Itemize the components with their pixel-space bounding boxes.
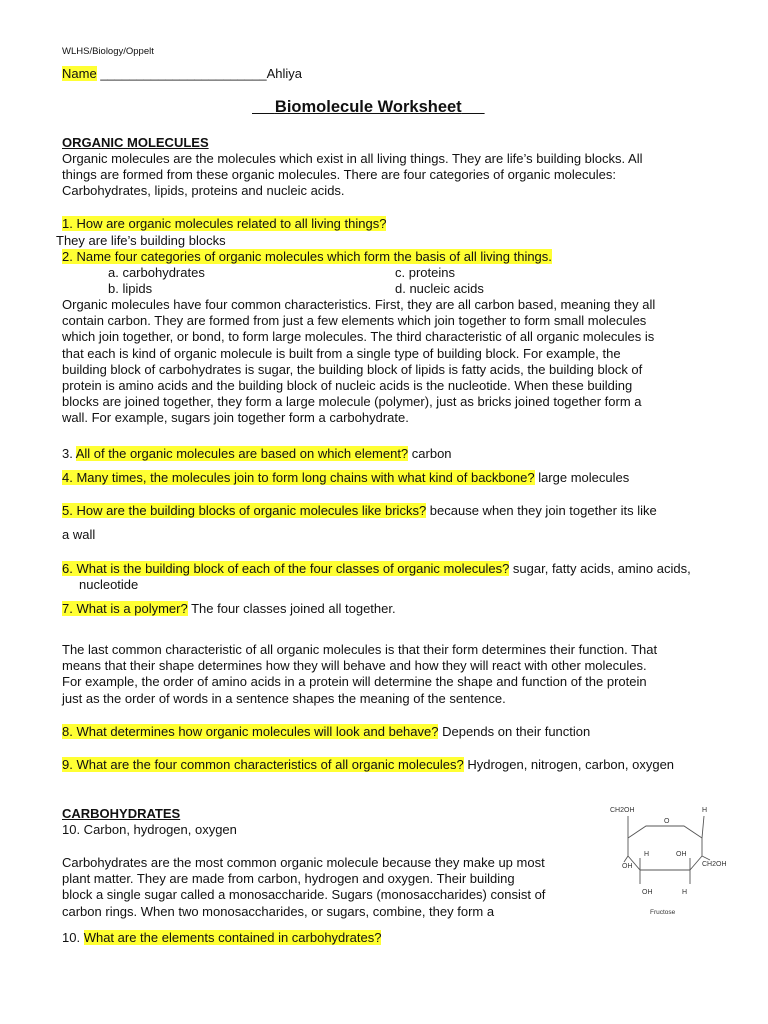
paragraph-line: Carbohydrates, lipids, proteins and nucleic acids.	[62, 183, 345, 199]
ch2oh-right-label: CH2OH	[702, 861, 727, 868]
question-3	[62, 446, 452, 462]
name-value: Ahliya	[266, 66, 303, 81]
fructose-caption: Fructose	[650, 909, 676, 916]
question-1	[62, 216, 386, 232]
paragraph-line: protein is amino acids and the building block of nucleic acids is the nucleotide. When these building	[62, 378, 633, 394]
name-row	[62, 66, 302, 82]
question-5-text: 5. How are the building blocks of organic molecules like bricks?	[62, 503, 427, 518]
answer-5: because when they join together its like	[426, 503, 657, 518]
answer-4: large molecules	[534, 470, 630, 485]
question-4	[62, 470, 629, 486]
organic-intro	[62, 151, 742, 200]
paragraph-line: means that their shape determines how they will behave and how they will react with other molecules.	[62, 658, 647, 674]
category-d: d. nucleic acids	[395, 281, 484, 296]
oh-right-label: OH	[676, 851, 687, 858]
h-left-label: H	[644, 851, 650, 858]
answer-1: They are life’s building blocks	[56, 233, 226, 248]
question-3-number: 3.	[62, 446, 76, 461]
page-title-text: Biomolecule Worksheet	[274, 98, 462, 116]
paragraph-line: Organic molecules are the molecules which exist in all living things. They are life’s building blocks. All	[62, 151, 643, 166]
oh-left-label: OH	[622, 863, 633, 870]
question-6	[62, 561, 691, 577]
question-10-text: What are the elements contained in carbohydrates?	[83, 930, 382, 945]
category-c: c. proteins	[395, 265, 455, 280]
paragraph-line: things are formed from these organic molecules. There are four categories of organic molecules:	[62, 167, 616, 183]
organic-heading: ORGANIC MOLECULES	[62, 135, 209, 150]
answer-10: 10. Carbon, hydrogen, oxygen	[62, 822, 237, 837]
paragraph-line: blocks are joined together, they form a large molecule (polymer), just as bricks joined together form a	[62, 394, 642, 410]
paragraph-line: contain carbon. They are formed from just a few elements which join together to form small molecules	[62, 313, 647, 329]
paragraph-line: just as the order of words in a sentence shapes the meaning of the sentence.	[62, 690, 506, 706]
question-10	[62, 930, 381, 946]
question-4-text: 4. Many times, the molecules join to form long chains with what kind of backbone?	[62, 470, 535, 485]
answer-6-continued: nucleotide	[79, 577, 139, 592]
category-a: a. carbohydrates	[108, 265, 205, 280]
question-2	[62, 249, 552, 265]
ring-oxygen-label: O	[664, 818, 670, 825]
paragraph-line: carbon rings. When two monosaccharides, or sugars, combine, they form a	[62, 903, 495, 919]
paragraph-line: that each is kind of organic molecule is built from a single type of building block. For example, the	[62, 345, 621, 361]
ring-bonds	[624, 816, 710, 884]
name-underline: _______________________	[100, 66, 267, 81]
name-label: Name	[62, 66, 97, 81]
paragraph-line: plant matter. They are made from carbon, hydrogen and oxygen. Their building	[62, 871, 515, 887]
organic-characteristics	[62, 297, 742, 427]
answer-5-continued: a wall	[62, 527, 96, 542]
answer-7: The four classes joined all together.	[187, 601, 396, 616]
question-8	[62, 724, 590, 740]
paragraph-line: The last common characteristic of all organic molecules is that their form determines their function. That	[62, 642, 658, 657]
answer-8: Depends on their function	[438, 724, 591, 739]
paragraph-line: which join together, or bond, to form large molecules. The third characteristic of all organic molecules is	[62, 329, 655, 345]
question-8-text: 8. What determines how organic molecules will look and behave?	[62, 724, 439, 739]
answer-9: Hydrogen, nitrogen, carbon, oxygen	[463, 757, 675, 772]
page-title	[252, 98, 485, 117]
form-function-paragraph	[62, 642, 742, 707]
carbohydrates-paragraph	[62, 855, 592, 920]
question-1-text: 1. How are organic molecules related to all living things?	[62, 216, 387, 231]
question-3-text: All of the organic molecules are based on which element?	[75, 446, 409, 461]
question-7	[62, 601, 396, 617]
paragraph-line: wall. For example, sugars join together form a carbohydrate.	[62, 410, 409, 426]
ch2oh-top-label: CH2OH	[610, 807, 635, 814]
question-9	[62, 757, 674, 773]
question-6-text: 6. What is the building block of each of the four classes of organic molecules?	[62, 561, 510, 576]
question-10-number: 10.	[62, 930, 84, 945]
paragraph-line: block a single sugar called a monosaccharide. Sugars (monosaccharides) consist of	[62, 887, 546, 903]
question-7-text: 7. What is a polymer?	[62, 601, 188, 616]
oh-bottom-label: OH	[642, 889, 653, 896]
course-header: WLHS/Biology/Oppelt	[62, 46, 154, 57]
paragraph-line: Carbohydrates are the most common organic molecule because they make up most	[62, 855, 545, 870]
question-2-text: 2. Name four categories of organic molecules which form the basis of all living things.	[62, 249, 552, 264]
answer-3: carbon	[408, 446, 452, 461]
fructose-structure-diagram	[606, 798, 746, 918]
carbohydrates-heading: CARBOHYDRATES	[62, 806, 181, 821]
h-top-label: H	[702, 807, 708, 814]
h-bottom-label: H	[682, 889, 688, 896]
question-9-text: 9. What are the four common characteristics of all organic molecules?	[62, 757, 464, 772]
paragraph-line: Organic molecules have four common characteristics. First, they are all carbon based, meaning they all	[62, 297, 656, 312]
paragraph-line: building block of carbohydrates is sugar, the building block of lipids is fatty acids, the building block of	[62, 361, 643, 377]
question-5	[62, 503, 657, 519]
category-b: b. lipids	[108, 281, 153, 296]
answer-6: sugar, fatty acids, amino acids,	[509, 561, 691, 576]
paragraph-line: For example, the order of amino acids in a protein will determine the shape and function of the protein	[62, 674, 647, 690]
